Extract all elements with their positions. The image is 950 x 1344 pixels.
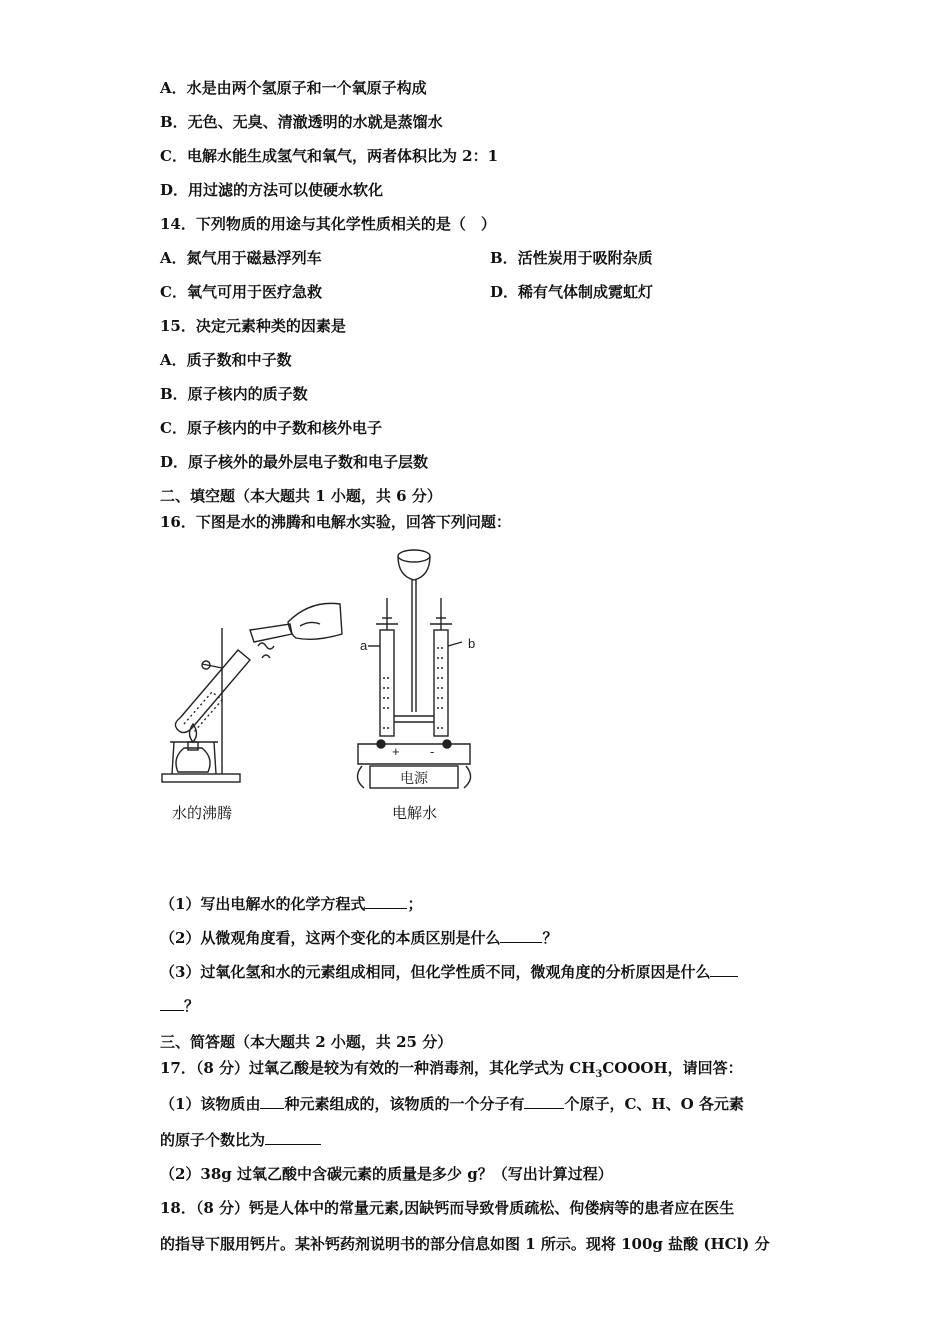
q15-stem: 15．决定元素种类的因素是: [160, 317, 346, 335]
answer-blank: [160, 996, 184, 1011]
answer-blank: [524, 1094, 564, 1109]
q17-part-1-text-a: （1）该物质由: [160, 1095, 261, 1113]
q15-option-a: A．质子数和中子数: [160, 351, 292, 369]
q16-stem: 16．下图是水的沸腾和电解水实验，回答下列问题：: [160, 513, 511, 531]
q17-stem-text: 17．（8 分）过氧乙酸是较为有效的一种消毒剂，其化学式为 CH: [160, 1059, 596, 1077]
figure-caption-boiling: 水的沸腾: [172, 804, 233, 822]
q18-line-2: 的指导下服用钙片。某补钙药剂说明书的部分信息如图 1 所示。现将 100g 盐酸 (HCl) 分: [160, 1235, 770, 1253]
boiling-apparatus-drawing: [162, 603, 342, 782]
q13-option-b: B．无色、无臭、清澈透明的水就是蒸馏水: [160, 113, 443, 131]
q16-part-3: [160, 962, 738, 982]
q14-option-b: B．活性炭用于吸附杂质: [490, 249, 653, 267]
q16-part-1: [160, 894, 422, 914]
q13-option-d: D．用过滤的方法可以使硬水软化: [160, 181, 384, 199]
q14-stem: 14．下列物质的用途与其化学性质相关的是（ ）: [160, 215, 496, 233]
q17-stem: [160, 1058, 743, 1085]
q13-option-a: A．水是由两个氢原子和一个氧原子构成: [160, 79, 427, 97]
q16-part-2: [160, 928, 557, 948]
negative-terminal-label: -: [430, 744, 435, 759]
power-source-label: 电源: [400, 771, 428, 787]
q17-part-1-cont: [160, 1130, 321, 1150]
q15-option-d: D．原子核外的最外层电子数和电子层数: [160, 453, 429, 471]
q16-part-1-end: ；: [407, 895, 423, 913]
q17-part-1-text-b: 种元素组成的，该物质的一个分子有: [284, 1095, 525, 1113]
answer-blank: [710, 962, 738, 977]
q17-part-1: [160, 1094, 744, 1114]
electrode-label-a: a: [360, 638, 368, 653]
section-2-heading: 二、填空题（本大题共 1 小题，共 6 分）: [160, 487, 442, 505]
q14-option-a: A．氮气用于磁悬浮列车: [160, 249, 322, 267]
q17-part-1-text-d: 的原子个数比为: [160, 1131, 266, 1149]
electrode-label-b: b: [468, 636, 476, 651]
q17-subscript: 3: [595, 1069, 603, 1080]
section-3-heading: 三、简答题（本大题共 2 小题，共 25 分）: [160, 1033, 453, 1051]
q13-option-c: C．电解水能生成氢气和氧气，两者体积比为 2：1: [160, 147, 499, 165]
answer-blank: [365, 894, 407, 909]
q18-line-1: 18．（8 分）钙是人体中的常量元素,因缺钙而导致骨质疏松、佝偻病等的患者应在医生: [160, 1199, 735, 1217]
q15-option-b: B．原子核内的质子数: [160, 385, 308, 403]
positive-terminal-label: +: [392, 744, 400, 759]
q16-part-3-cont: [160, 996, 199, 1016]
q16-part-2-text: （2）从微观角度看，这两个变化的本质区别是什么: [160, 929, 501, 947]
experiment-diagram: [150, 538, 550, 838]
q17-part-1-text-c: 个原子，C、H、O 各元素: [564, 1095, 744, 1113]
answer-blank: [260, 1094, 284, 1109]
q14-option-d: D．稀有气体制成霓虹灯: [490, 283, 654, 301]
q16-part-3-end: ？: [184, 997, 200, 1015]
q16-part-2-end: ？: [542, 929, 558, 947]
q16-part-3-text: （3）过氧化氢和水的元素组成相同，但化学性质不同，微观角度的分析原因是什么: [160, 963, 711, 981]
q14-option-c: C．氧气可用于医疗急救: [160, 283, 322, 301]
answer-blank: [265, 1130, 321, 1145]
q15-option-c: C．原子核内的中子数和核外电子: [160, 419, 382, 437]
q16-figure: [150, 538, 550, 838]
q17-part-2: （2）38g 过氧乙酸中含碳元素的质量是多少 g？（写出计算过程）: [160, 1165, 613, 1183]
answer-blank: [500, 928, 542, 943]
electrolysis-apparatus-drawing: [357, 550, 470, 788]
q17-stem-tail: COOOH，请回答：: [602, 1059, 743, 1077]
figure-caption-electrolysis: 电解水: [392, 804, 438, 822]
q16-part-1-text: （1）写出电解水的化学方程式: [160, 895, 366, 913]
